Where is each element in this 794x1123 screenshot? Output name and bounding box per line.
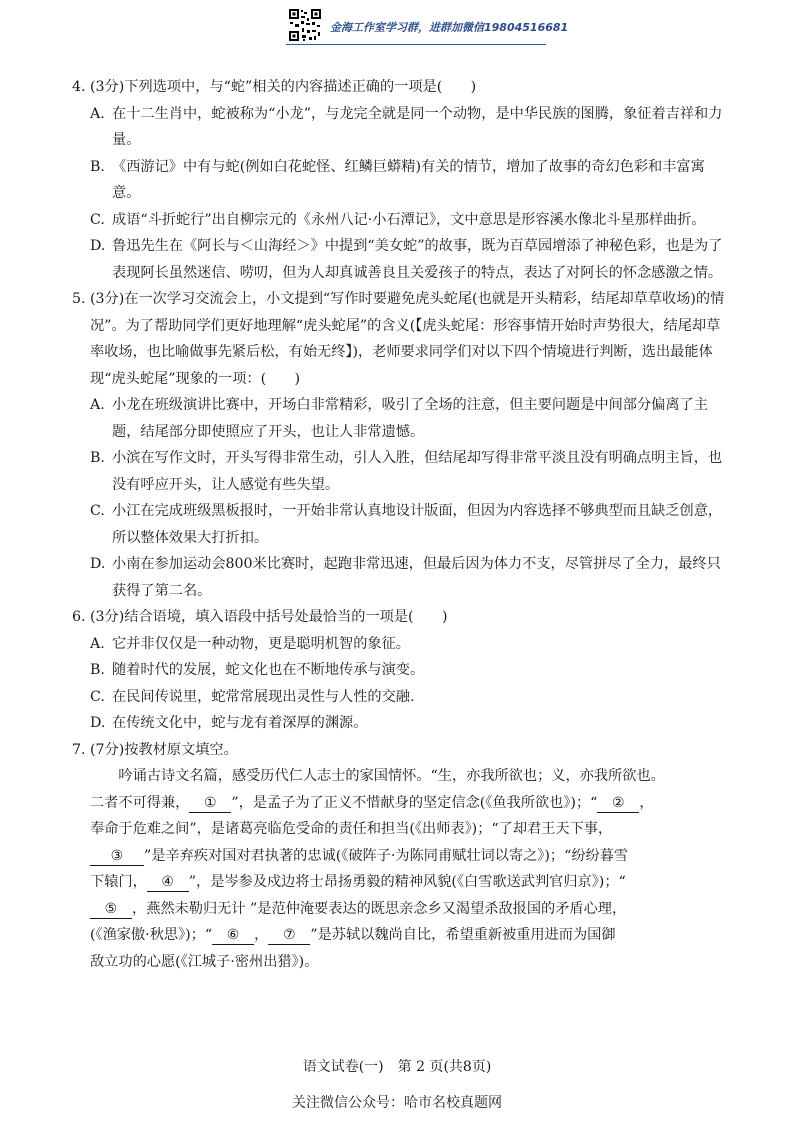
option-text: 它并非仅仅是一种动物，更是聪明机智的象征。 [112,635,410,652]
option-label: D. [90,556,106,572]
option-text: 小龙在班级演讲比赛中，开场白非常精彩，吸引了全场的注意，但主要问题是中间部分偏离了主题，结尾部分即使照应了开头，也让人非常遗憾。 [112,397,708,440]
option-text: 随着时代的发展，蛇文化也在不断地传承与演变。 [112,662,425,678]
passage-line [90,922,732,949]
exam-content [72,74,732,975]
answer-blank-6[interactable]: ⑥ [212,926,254,945]
passage-line [90,949,732,976]
answer-blank-4[interactable]: ④ [147,873,189,892]
option-label: A. [90,397,105,413]
passage-text: 吟诵古诗文名篇，感受历代仁人志士的家国情怀。“生，亦我所欲也；义，亦我所欲也。 [118,768,665,784]
option-5d [72,551,732,604]
option-6b [72,657,732,684]
header-divider [286,44,546,45]
question-stem: (7分)按教材原文填空。 [90,741,238,758]
option-text: 小江在完成班级黑板报时，一开始非常认真地设计版面，但因为内容选择不够典型而且缺乏创意，所以整体效果大打折扣。 [112,503,723,546]
option-label: D. [90,715,106,731]
option-label: B. [90,450,105,466]
option-label: C. [90,503,105,519]
option-6c [72,684,732,711]
passage-line [90,763,732,790]
option-text: 成语“斗折蛇行”出自柳宗元的《永州八记·小石潭记》，文中意思是形容溪水像北斗星那样曲折。 [112,211,706,228]
option-6a [72,631,732,658]
option-4d [72,233,732,286]
option-5c [72,498,732,551]
page-number-footer: 语文试卷(一) 第 2 页(共8页) [302,1059,492,1075]
question-number: 6. [72,609,86,625]
passage-text: (《渔家傲·秋思》)；“ [90,927,213,943]
question-stem: (3分)结合语境，填入语段中括号处最恰当的一项是( ) [90,609,448,625]
header-contact-text: 金海工作室学习群，进群加微信19804516681 [330,21,569,34]
option-text: 小南在参加运动会800米比赛时，起跑非常迅速，但最后因为体力不支，尽管拼尽了全力，最终只获得了第二名。 [112,556,721,599]
question-number: 4. [72,79,86,95]
answer-blank-7[interactable]: ⑦ [268,926,310,945]
passage-line [90,843,732,870]
passage-line [90,869,732,896]
passage-text: ， [254,927,269,943]
page-header [286,8,576,42]
question-4 [72,74,732,101]
question-5 [72,286,732,392]
option-text: 在十二生肖中，蛇被称为“小龙”，与龙完全就是同一个动物，是中华民族的图腾，象征着吉祥和力量。 [112,105,723,148]
passage-text: ”是辛弃疾对国对君执著的忠诚(《破阵子·为陈同甫赋壮词以寄之》)；“纷纷暮雪 [144,847,629,864]
option-text: 在传统文化中，蛇与龙有着深厚的渊源。 [112,715,368,731]
passage-line [90,790,732,817]
passage-line [90,816,732,843]
option-label: B. [90,662,105,678]
passage-text: 敌立功的心愿(《江城子·密州出猎》)。 [90,953,319,970]
option-label: C. [90,211,105,228]
answer-blank-2[interactable]: ② [597,794,639,813]
fill-in-passage [72,763,732,975]
option-label: B. [90,158,105,175]
option-4b [72,154,732,207]
question-stem: (3分)在一次学习交流会上，小文提到“写作时要避免虎头蛇尾(也就是开头精彩，结尾却草草收场)的情况”。为了帮助同学们更好地理解“虎头蛇尾”的含义(【虎头蛇尾：形容事情开始时声势很大，结尾却草率收场，也比喻做事先紧后松，有始无终】)，老师要求同学们对以下四个情境进行判断，选出最能体现“虎头蛇尾”现象的一项：( ) [90,291,725,387]
wechat-footer: 关注微信公众号：哈市名校真题网 [292,1095,502,1111]
passage-text: ”是苏轼以魏尚自比，希望重新被重用进而为国御 [310,927,616,943]
qr-code-icon [288,8,322,42]
answer-blank-1[interactable]: ① [189,794,231,813]
passage-line [90,896,732,923]
passage-text: ”，是孟子为了正义不惜献身的坚定信念(《鱼我所欲也》)；“ [231,794,598,811]
answer-blank-3[interactable]: ③ [90,847,144,866]
passage-text: 奉命于危难之间”，是诸葛亮临危受命的责任和担当(《出师表》)；“了却君王天下事， [90,821,613,837]
question-number: 7. [72,741,86,758]
option-text: 《西游记》中有与蛇(例如白花蛇怪、红鳞巨蟒精)有关的情节，增加了故事的奇幻色彩和丰富寓意。 [112,158,705,201]
passage-text: 二者不可得兼， [90,794,190,811]
option-label: A. [90,105,105,122]
option-5a [72,392,732,445]
option-label: C. [90,688,105,705]
passage-text: ， [639,794,654,811]
option-5b [72,445,732,498]
passage-text: ”，是岑参及戍边将士昂扬勇毅的精神风貌(《白雪歌送武判官归京》)；“ [188,874,626,890]
option-text: 在民间传说里，蛇常常展现出灵性与人性的交融. [112,688,415,705]
passage-text: 下辕门， [90,874,147,890]
option-text: 小滨在写作文时，开头写得非常生动，引人入胜，但结尾却写得非常平淡且没有明确点明主旨，也没有呼应开头，让人感觉有些失望。 [112,450,723,493]
question-7 [72,737,732,764]
passage-text: ，燕然未勒归无计 ”是范仲淹要表达的既思亲念乡又渴望杀敌报国的矛盾心理， [132,900,627,917]
option-label: D. [90,238,106,254]
option-label: A. [90,635,105,652]
answer-blank-5[interactable]: ⑤ [90,900,132,919]
option-6d [72,710,732,737]
option-4a [72,101,732,154]
option-text: 鲁迅先生在《阿长与＜山海经＞》中提到“美女蛇”的故事，既为百草园增添了神秘色彩，也是为了表现阿长虽然迷信、唠叨，但为人却真诚善良且关爱孩子的特点，表达了对阿长的怀念感激之情。 [112,238,723,281]
question-number: 5. [72,291,86,307]
option-4c [72,207,732,234]
question-6 [72,604,732,631]
question-stem: (3分)下列选项中，与“蛇”相关的内容描述正确的一项是( ) [90,79,477,95]
